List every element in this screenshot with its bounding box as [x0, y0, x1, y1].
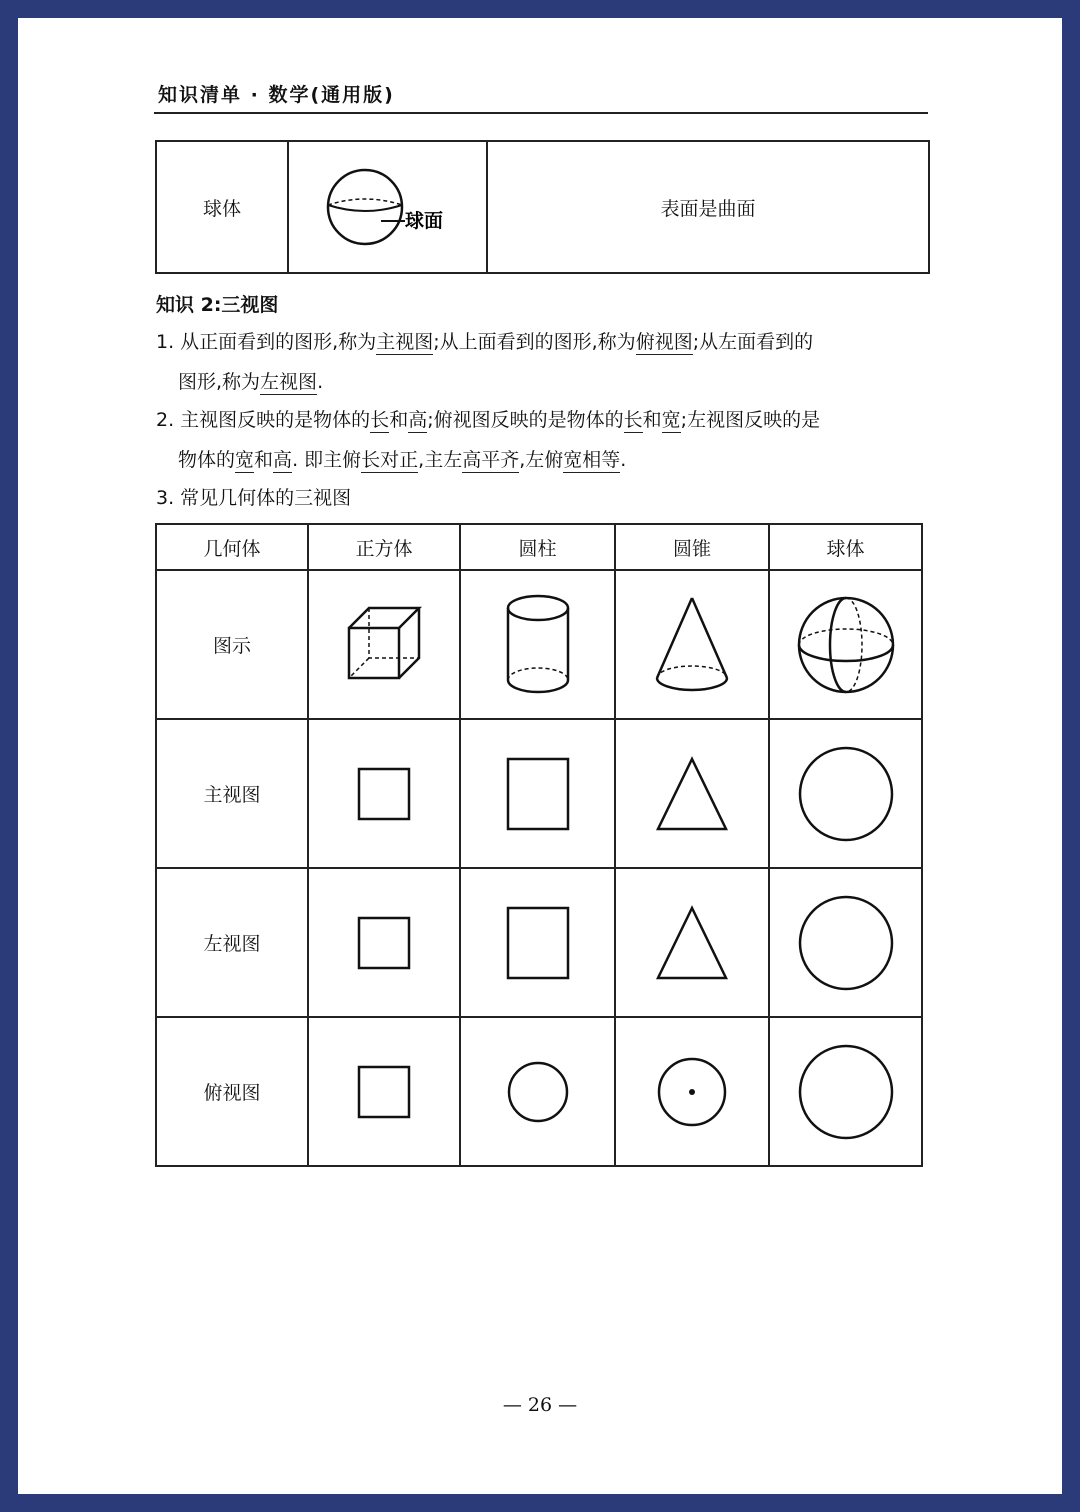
header-rule [154, 112, 928, 114]
cylinder-front-cell [460, 719, 615, 868]
row-label-left: 左视图 [156, 868, 308, 1017]
cube-left-cell [308, 868, 460, 1017]
cylinder-left-view [503, 903, 573, 983]
three-views-table [155, 523, 923, 1167]
sphere-top-view [796, 1042, 896, 1142]
header-cone: 圆锥 [615, 524, 769, 570]
cube-front-view [354, 764, 414, 824]
sphere-figure [791, 590, 901, 700]
sphere-left-view [796, 893, 896, 993]
cylinder-top-cell [460, 1017, 615, 1166]
point-2: 2. 主视图反映的是物体的长和高;俯视图反映的是物体的长和宽;左视图反映的是 物体的宽和高. 即主俯长对正,主左高平齐,左俯宽相等. [156, 409, 821, 471]
cone-front-cell [615, 719, 769, 868]
sphere-surface-label: 球面 [404, 210, 443, 232]
cube-front-cell [308, 719, 460, 868]
point-3: 3. 常见几何体的三视图 [156, 487, 352, 509]
sphere-left-cell [769, 868, 922, 1017]
cylinder-top-view [503, 1057, 573, 1127]
header-cylinder: 圆柱 [460, 524, 615, 570]
sphere-surface-figure [313, 157, 463, 257]
sphere-figure-cell [769, 570, 922, 719]
header-sphere: 球体 [769, 524, 922, 570]
cone-figure-cell [615, 570, 769, 719]
cube-figure-cell [308, 570, 460, 719]
cube-top-view [354, 1062, 414, 1122]
cylinder-figure-cell [460, 570, 615, 719]
cone-left-cell [615, 868, 769, 1017]
cone-top-view [655, 1055, 729, 1129]
cube-top-cell [308, 1017, 460, 1166]
cube-figure [339, 600, 429, 690]
sphere-desc-cell: 表面是曲面 [487, 141, 929, 273]
sphere-top-cell [769, 1017, 922, 1166]
sphere-front-view [796, 744, 896, 844]
page-header: 知识清单 · 数学(通用版) [158, 84, 395, 106]
cube-left-view [354, 913, 414, 973]
row-label-figure: 图示 [156, 570, 308, 719]
page-number: — 26 — [502, 1394, 578, 1416]
row-label-front: 主视图 [156, 719, 308, 868]
cone-front-view [652, 754, 732, 834]
row-label-top: 俯视图 [156, 1017, 308, 1166]
section-title: 知识 2:三视图 [156, 294, 279, 316]
document-page [18, 18, 1062, 1494]
point-1: 1. 从正面看到的图形,称为主视图;从上面看到的图形,称为俯视图;从左面看到的 图形,称为左视图. [156, 331, 814, 393]
header-solid: 几何体 [156, 524, 308, 570]
sphere-figure-cell [288, 141, 487, 273]
cone-left-view [652, 903, 732, 983]
sphere-table [155, 140, 930, 274]
cylinder-figure [498, 590, 578, 700]
cone-figure [647, 590, 737, 700]
sphere-name-cell: 球体 [156, 141, 288, 273]
cone-top-cell [615, 1017, 769, 1166]
sphere-front-cell [769, 719, 922, 868]
cylinder-front-view [503, 754, 573, 834]
cylinder-left-cell [460, 868, 615, 1017]
header-cube: 正方体 [308, 524, 460, 570]
